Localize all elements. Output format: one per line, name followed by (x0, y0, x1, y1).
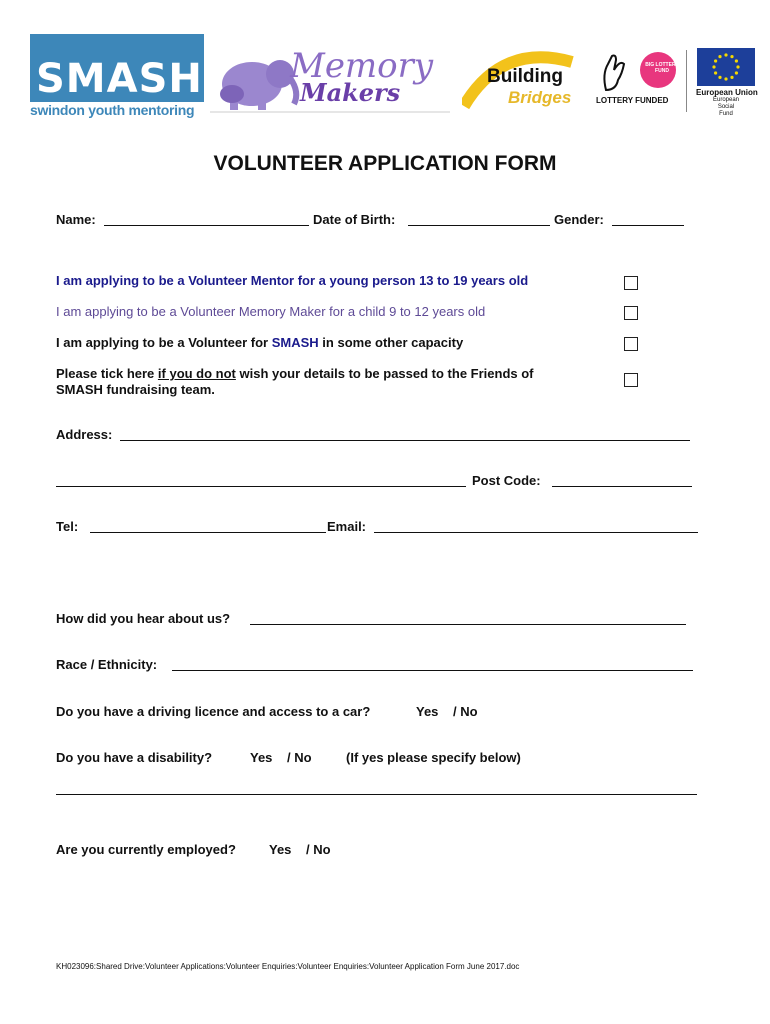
option-memory-maker-checkbox[interactable] (624, 306, 638, 320)
tel-label: Tel: (56, 519, 79, 534)
driving-no[interactable]: / No (453, 704, 478, 719)
option-mentor-label: I am applying to be a Volunteer Mentor for a young person 13 to 19 years old (56, 273, 529, 288)
address-field-line1[interactable] (120, 440, 690, 441)
driving-label: Do you have a driving licence and access to a car? (56, 704, 371, 719)
race-label: Race / Ethnicity: (56, 657, 158, 672)
eu-label: European Union (696, 88, 758, 97)
post-code-label: Post Code: (472, 473, 541, 488)
consent-label-line1 (56, 366, 534, 381)
disability-label: Do you have a disability? (56, 750, 213, 765)
option-other-suffix: in some other capacity (318, 335, 464, 350)
dob-label: Date of Birth: (313, 212, 396, 227)
smash-logo (30, 34, 204, 122)
option-other-label (56, 335, 463, 350)
driving-yes[interactable]: Yes (416, 704, 439, 719)
address-label: Address: (56, 427, 113, 442)
option-other-prefix: I am applying to be a Volunteer for (56, 335, 272, 350)
hear-about-label: How did you hear about us? (56, 611, 231, 626)
disability-note: (If yes please specify below) (346, 750, 521, 765)
option-mentor-checkbox[interactable] (624, 276, 638, 290)
tel-field[interactable] (90, 532, 326, 533)
employed-yes[interactable]: Yes (269, 842, 292, 857)
gender-label: Gender: (554, 212, 604, 227)
building-bridges-line1: Building (487, 66, 563, 87)
option-other-checkbox[interactable] (624, 337, 638, 351)
name-field[interactable] (104, 225, 309, 226)
lottery-badge-text: BIG LOTTERY FUND (645, 62, 679, 74)
gender-field[interactable] (612, 225, 684, 226)
address-field-line2[interactable] (56, 486, 466, 487)
race-field[interactable] (172, 670, 693, 671)
email-field[interactable] (374, 532, 698, 533)
consent-checkbox[interactable] (624, 373, 638, 387)
consent-label-line2: SMASH fundraising team. (56, 382, 215, 397)
memory-makers-line1: Memory (290, 46, 434, 86)
eu-flag (697, 48, 755, 86)
post-code-field[interactable] (552, 486, 692, 487)
hear-about-field[interactable] (250, 624, 686, 625)
building-bridges-line2: Bridges (508, 88, 572, 107)
dob-field[interactable] (408, 225, 550, 226)
eu-sublabel: European Social Fund (712, 97, 740, 117)
employed-label: Are you currently employed? (56, 842, 236, 857)
employed-no[interactable]: / No (306, 842, 331, 857)
option-memory-maker-label: I am applying to be a Volunteer Memory Maker for a child 9 to 12 years old (56, 304, 486, 319)
memory-makers-line2: Makers (300, 78, 401, 107)
lottery-funded-label: LOTTERY FUNDED (596, 96, 669, 105)
page-title: VOLUNTEER APPLICATION FORM (213, 152, 557, 175)
consent-text-a: Please tick here (56, 366, 158, 381)
name-label: Name: (56, 212, 96, 227)
eu-divider (686, 50, 687, 112)
smash-logo-tagline: swindon youth mentoring (30, 102, 195, 118)
footer-file-path: KH023096:Shared Drive:Volunteer Applications:Volunteer Enquiries:Volunteer Enquiries:Volunteer Application Form June 2017.doc (56, 962, 520, 971)
disability-yes[interactable]: Yes (250, 750, 273, 765)
disability-no[interactable]: / No (287, 750, 312, 765)
smash-logo-wordmark: SMASH (36, 56, 203, 102)
email-label: Email: (327, 519, 367, 534)
consent-text-underlined: if you do not (157, 366, 236, 381)
disability-specify-field[interactable] (56, 794, 697, 795)
option-other-smash: SMASH (271, 335, 319, 350)
consent-text-b: wish your details to be passed to the Friends of (235, 366, 534, 381)
eu-stars-icon (697, 48, 755, 86)
